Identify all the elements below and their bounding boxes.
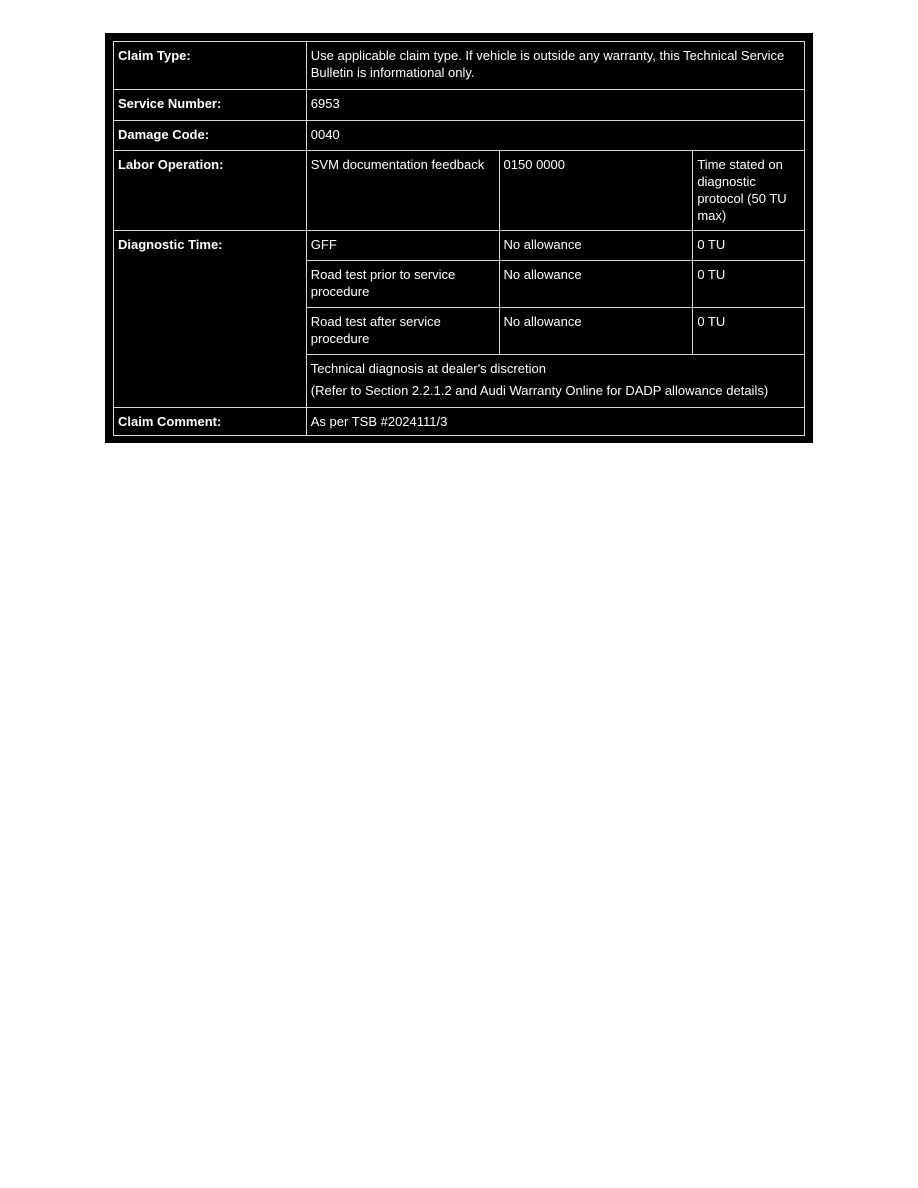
diagnostic-row-description: Road test after service procedure	[306, 308, 499, 355]
diagnostic-row-time: 0 TU	[693, 308, 805, 355]
table-row	[114, 42, 805, 90]
table-row	[114, 231, 805, 261]
diagnostic-row-allowance: No allowance	[499, 308, 693, 355]
damage-code-value: 0040	[306, 121, 804, 151]
labor-operation-code: 0150 0000	[499, 151, 693, 231]
service-number-label: Service Number:	[114, 90, 307, 121]
diagnostic-note	[306, 355, 804, 408]
diagnostic-time-label: Diagnostic Time:	[114, 231, 307, 408]
claim-info-table	[113, 41, 805, 436]
diagnostic-note-line2: (Refer to Section 2.2.1.2 and Audi Warranty Online for DADP allowance details)	[310, 383, 769, 398]
diagnostic-row-allowance: No allowance	[499, 261, 693, 308]
claim-info-panel	[105, 33, 813, 443]
diagnostic-note-line1: Technical diagnosis at dealer's discretion	[310, 361, 546, 376]
table-row	[114, 121, 805, 151]
table-row	[114, 151, 805, 231]
diagnostic-row-time: 0 TU	[693, 261, 805, 308]
claim-comment-label: Claim Comment:	[114, 408, 307, 436]
table-row	[114, 90, 805, 121]
claim-comment-value: As per TSB #2024111/3	[306, 408, 804, 436]
labor-operation-description: SVM documentation feedback	[306, 151, 499, 231]
service-number-value: 6953	[306, 90, 804, 121]
claim-type-label: Claim Type:	[114, 42, 307, 90]
claim-type-value: Use applicable claim type. If vehicle is outside any warranty, this Technical Service Bulletin is informational only.	[306, 42, 804, 90]
labor-operation-label: Labor Operation:	[114, 151, 307, 231]
labor-operation-time: Time stated on diagnostic protocol (50 TU max)	[693, 151, 805, 231]
diagnostic-row-allowance: No allowance	[499, 231, 693, 261]
diagnostic-row-description: Road test prior to service procedure	[306, 261, 499, 308]
diagnostic-row-description: GFF	[306, 231, 499, 261]
diagnostic-row-time: 0 TU	[693, 231, 805, 261]
table-row	[114, 408, 805, 436]
damage-code-label: Damage Code:	[114, 121, 307, 151]
